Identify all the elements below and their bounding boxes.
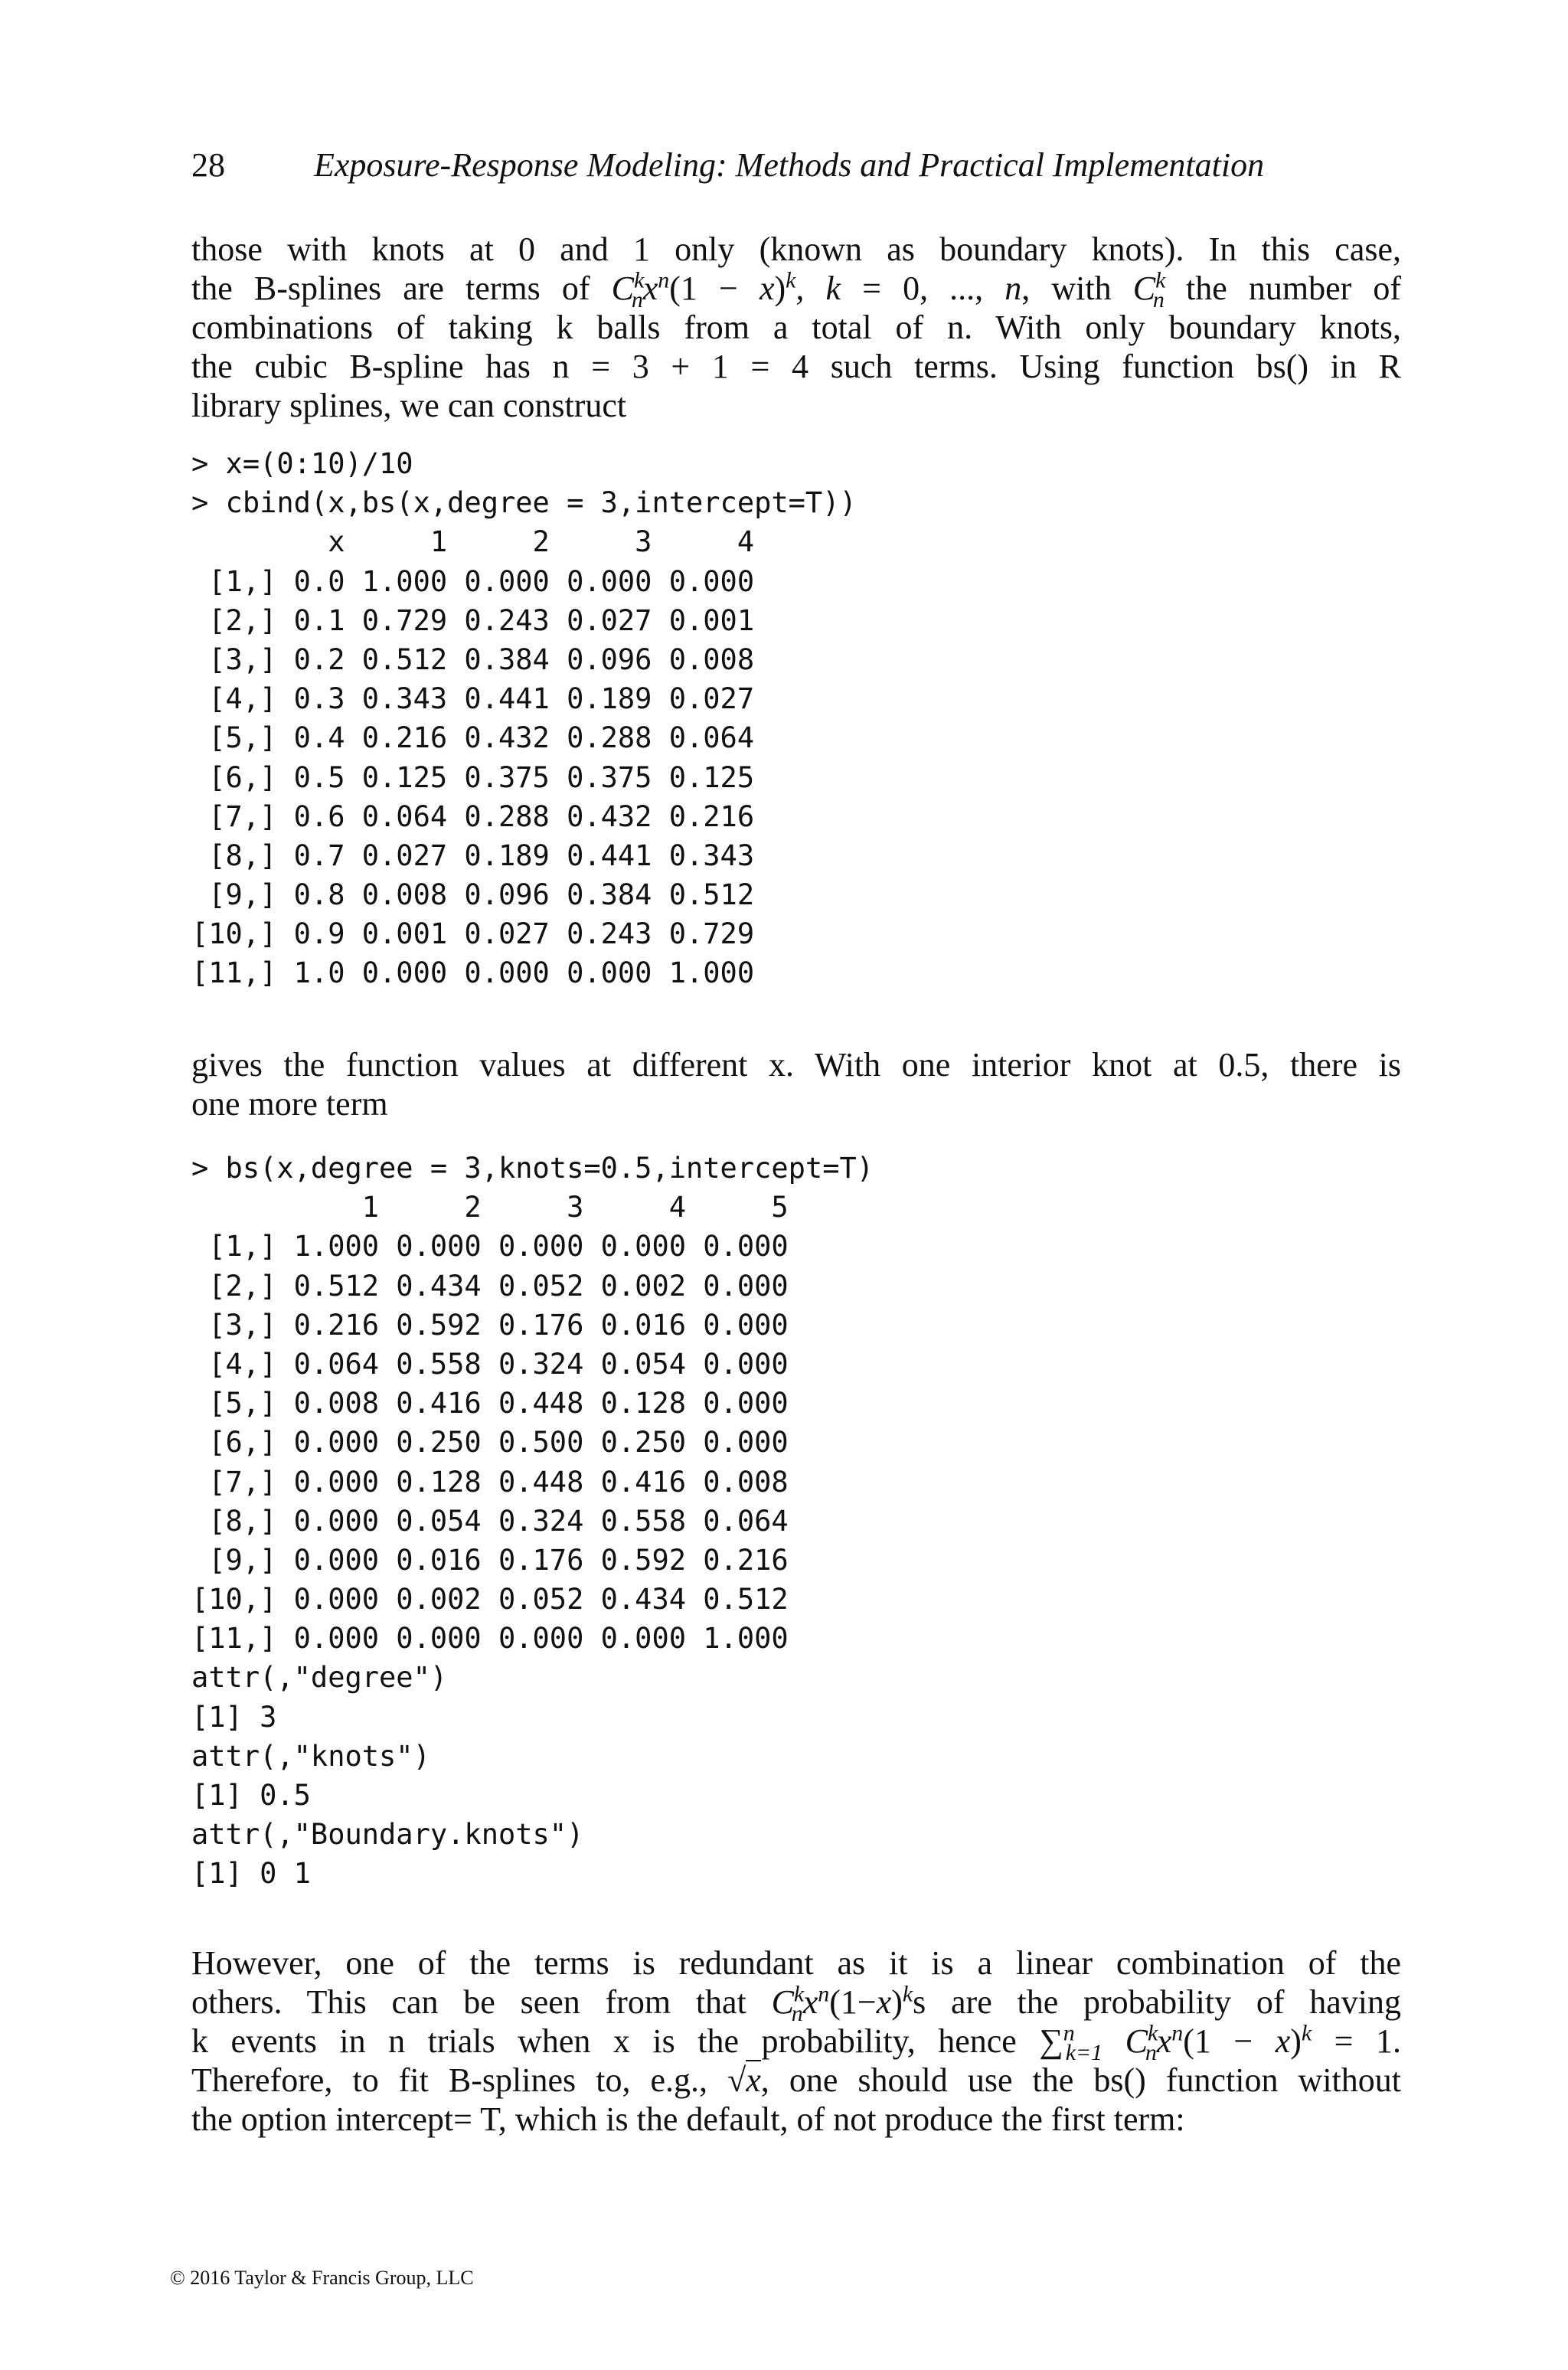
para2-line2: one more term [191, 1085, 388, 1123]
para1-line1: those with knots at 0 and 1 only (known as boundary knots). In this case, [191, 230, 1401, 268]
paragraph-boundary-knots [191, 230, 1401, 425]
code1-line: x 1 2 3 4 [191, 525, 755, 559]
code2-line: [5,] 0.008 0.416 0.448 0.128 0.000 [191, 1387, 789, 1420]
code-block-cbind [191, 444, 857, 993]
code-block-bs-knots [191, 1149, 874, 1894]
code2-line: attr(,"degree") [191, 1661, 448, 1695]
page-number: 28 [191, 146, 225, 184]
code2-line: [9,] 0.000 0.016 0.176 0.592 0.216 [191, 1543, 789, 1577]
code2-line: attr(,"Boundary.knots") [191, 1818, 584, 1852]
code1-line: [2,] 0.1 0.729 0.243 0.027 0.001 [191, 603, 755, 637]
code2-line: [1] 0.5 [191, 1779, 311, 1812]
paragraph-interior-knot [191, 1045, 1401, 1123]
code1-line: > x=(0:10)/10 [191, 447, 413, 480]
code2-line: [2,] 0.512 0.434 0.052 0.002 0.000 [191, 1269, 789, 1303]
code2-line: [11,] 0.000 0.000 0.000 0.000 1.000 [191, 1622, 789, 1656]
running-title: Exposure-Response Modeling: Methods and Practical Implementation [314, 146, 1265, 184]
running-head [191, 145, 1401, 191]
sqrt-x-formula: √x [727, 2061, 761, 2099]
para3-line3: k events in n trials when x is the probability, hence ∑$^n_{k=1}$ $C^k_nx^n(1 - x)^k = 1$. [191, 2020, 1401, 2065]
code1-line: [7,] 0.6 0.064 0.288 0.432 0.216 [191, 799, 755, 833]
para2-line1: gives the function values at different x. With one interior knot at 0.5, there is [191, 1046, 1401, 1084]
code2-line: [7,] 0.000 0.128 0.448 0.416 0.008 [191, 1465, 789, 1499]
paragraph-redundant-term [191, 1943, 1401, 2139]
code2-line: [3,] 0.216 0.592 0.176 0.016 0.000 [191, 1308, 789, 1342]
code1-line: [3,] 0.2 0.512 0.384 0.096 0.008 [191, 642, 755, 676]
code2-line: [1] 0 1 [191, 1857, 311, 1891]
sum-formula: ∑$^n_{k=1}$ $C^k_nx^n(1 - x)^k$ [1039, 2020, 1312, 2065]
code2-line: [6,] 0.000 0.250 0.500 0.250 0.000 [191, 1426, 789, 1460]
code1-line: [4,] 0.3 0.343 0.441 0.189 0.027 [191, 682, 755, 716]
code1-line: [6,] 0.5 0.125 0.375 0.375 0.125 [191, 760, 755, 794]
code2-line: attr(,"knots") [191, 1739, 430, 1773]
para3-line1: However, one of the terms is redundant as it is a linear combination of the [191, 1944, 1401, 1982]
binomial-term-inline: $C^k_nx^n(1-x)^k$ [771, 1981, 913, 2026]
para3-line2: others. This can be seen from that $C^k_nx^n(1-x)^ks$ are the probability of having [191, 1981, 1401, 2026]
code1-line: [8,] 0.7 0.027 0.189 0.441 0.343 [191, 838, 755, 872]
code1-line: [5,] 0.4 0.216 0.432 0.288 0.064 [191, 721, 755, 755]
para1-line5: library splines, we can construct [191, 387, 627, 424]
code2-line: [1] 3 [191, 1700, 277, 1734]
code1-line: [10,] 0.9 0.001 0.027 0.243 0.729 [191, 917, 755, 951]
para3-line5: the option intercept= T, which is the default, of not produce the first term: [191, 2100, 1185, 2138]
code2-line: > bs(x,degree = 3,knots=0.5,intercept=T) [191, 1152, 874, 1185]
code1-line: [9,] 0.8 0.008 0.096 0.384 0.512 [191, 878, 755, 912]
code1-line: [11,] 1.0 0.000 0.000 0.000 1.000 [191, 956, 755, 990]
binomial-term-formula: $C^k_nx^n(1 - x)^k$, k = 0, ..., n [611, 267, 1022, 312]
code2-line: [1,] 1.000 0.000 0.000 0.000 0.000 [191, 1230, 789, 1263]
code2-line: [10,] 0.000 0.002 0.052 0.434 0.512 [191, 1583, 789, 1617]
para1-line3: combinations of taking k balls from a total of n. With only boundary knots, [191, 309, 1401, 346]
code1-line: [1,] 0.0 1.000 0.000 0.000 0.000 [191, 564, 755, 598]
code2-line: 1 2 3 4 5 [191, 1191, 789, 1224]
copyright-notice: © 2016 Taylor & Francis Group, LLC [170, 2267, 474, 2289]
para1-line2: the B-splines are terms of $C^k_nx^n(1 - x)^k$, k = 0, ..., n, with $C^k_n$ the number of [191, 267, 1402, 312]
para3-line4: Therefore, to fit B-splines to, e.g., √x, one should use the bs() function without [191, 2061, 1401, 2099]
binomial-coefficient-formula: $C^k_n$ [1132, 267, 1166, 312]
code2-line: [8,] 0.000 0.054 0.324 0.558 0.064 [191, 1504, 789, 1538]
code2-line: [4,] 0.064 0.558 0.324 0.054 0.000 [191, 1347, 789, 1381]
code1-line: > cbind(x,bs(x,degree = 3,intercept=T)) [191, 486, 857, 520]
para1-line4: the cubic B-spline has n = 3 + 1 = 4 such terms. Using function bs() in R [191, 348, 1401, 385]
